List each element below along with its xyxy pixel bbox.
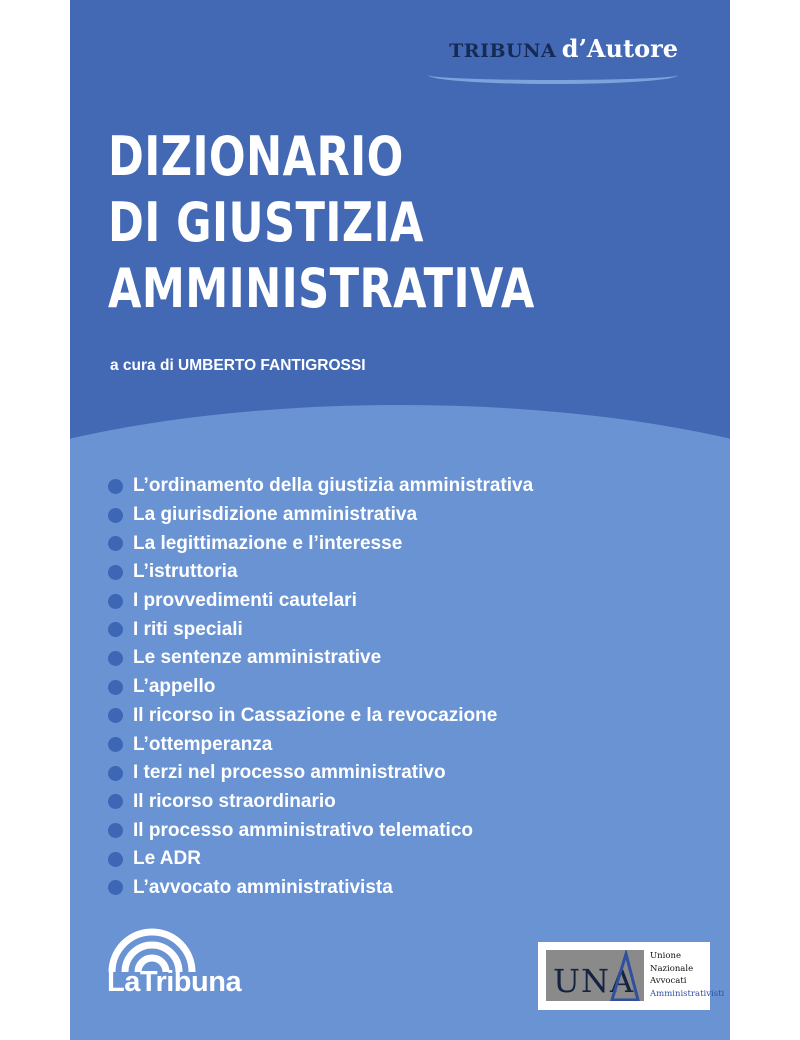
contents-item-label: Il processo amministrativo telematico: [133, 819, 474, 841]
bullet-icon: [108, 622, 123, 637]
book-title: [108, 124, 535, 322]
contents-item: [108, 788, 533, 817]
book-cover: [70, 0, 730, 1040]
una-name-line: Amministrativisti: [650, 988, 725, 999]
bullet-icon: [108, 680, 123, 695]
contents-item-label: L’appello: [133, 676, 216, 698]
bullet-icon: [108, 479, 123, 494]
bullet-icon: [108, 880, 123, 895]
una-name-line: Unione: [650, 951, 681, 961]
title-line: DI GIUSTIZIA: [108, 191, 424, 254]
triangle-accent-icon: [606, 950, 642, 1001]
contents-item-label: Il ricorso in Cassazione e la revocazione: [133, 704, 498, 726]
bullet-icon: [108, 651, 123, 666]
contents-item: [108, 615, 533, 644]
contents-item: [108, 816, 533, 845]
editor-credit: a cura di UMBERTO FANTIGROSSI: [110, 357, 366, 374]
title-line: DIZIONARIO: [108, 125, 404, 188]
publisher-name: LaTribuna: [107, 966, 242, 998]
series-name: d’Autore: [561, 34, 678, 63]
bullet-icon: [108, 565, 123, 580]
title-line: AMMINISTRATIVA: [108, 257, 535, 320]
una-name-line: Nazionale: [650, 963, 694, 974]
bullet-icon: [108, 536, 123, 551]
contents-item-label: Il ricorso straordinario: [133, 790, 336, 812]
bullet-icon: [108, 737, 123, 752]
contents-item: [108, 874, 533, 903]
contents-item: [108, 759, 533, 788]
bullet-icon: [108, 852, 123, 867]
una-acronym: UNA: [553, 962, 635, 1000]
contents-item-label: I riti speciali: [133, 618, 243, 640]
contents-list: [108, 472, 533, 902]
publisher-logo: [107, 928, 257, 1008]
contents-item-label: L’avvocato amministrativista: [133, 876, 393, 898]
bullet-icon: [108, 594, 123, 609]
contents-item-label: L’istruttoria: [133, 561, 238, 583]
bullet-icon: [108, 708, 123, 723]
una-name-line: Avvocati: [650, 976, 687, 986]
bullet-icon: [108, 794, 123, 809]
series-brand: TRIBUNA: [449, 40, 557, 62]
contents-item-label: I terzi nel processo amministrativo: [133, 762, 446, 784]
contents-item: [108, 644, 533, 673]
contents-item: [108, 472, 533, 501]
bullet-icon: [108, 823, 123, 838]
contents-item-label: L’ordinamento della giustizia amministrativa: [133, 475, 534, 497]
contents-item-label: I provvedimenti cautelari: [133, 590, 357, 612]
contents-item: [108, 501, 533, 530]
series-swoosh: [428, 66, 678, 84]
bullet-icon: [108, 766, 123, 781]
partner-logo: [538, 942, 725, 1010]
contents-item: [108, 558, 533, 587]
contents-item: [108, 702, 533, 731]
una-full-name: [650, 950, 724, 1000]
contents-item-label: La legittimazione e l’interesse: [133, 532, 403, 554]
series-logo: [449, 34, 678, 63]
contents-item: [108, 587, 533, 616]
contents-item: [108, 529, 533, 558]
bullet-icon: [108, 508, 123, 523]
contents-item-label: L’ottemperanza: [133, 733, 273, 755]
contents-item-label: La giurisdizione amministrativa: [133, 504, 418, 526]
una-emblem: [546, 950, 644, 1001]
contents-item: [108, 673, 533, 702]
contents-item-label: Le ADR: [133, 848, 201, 870]
contents-item: [108, 730, 533, 759]
contents-item-label: Le sentenze amministrative: [133, 647, 382, 669]
contents-item: [108, 845, 533, 874]
